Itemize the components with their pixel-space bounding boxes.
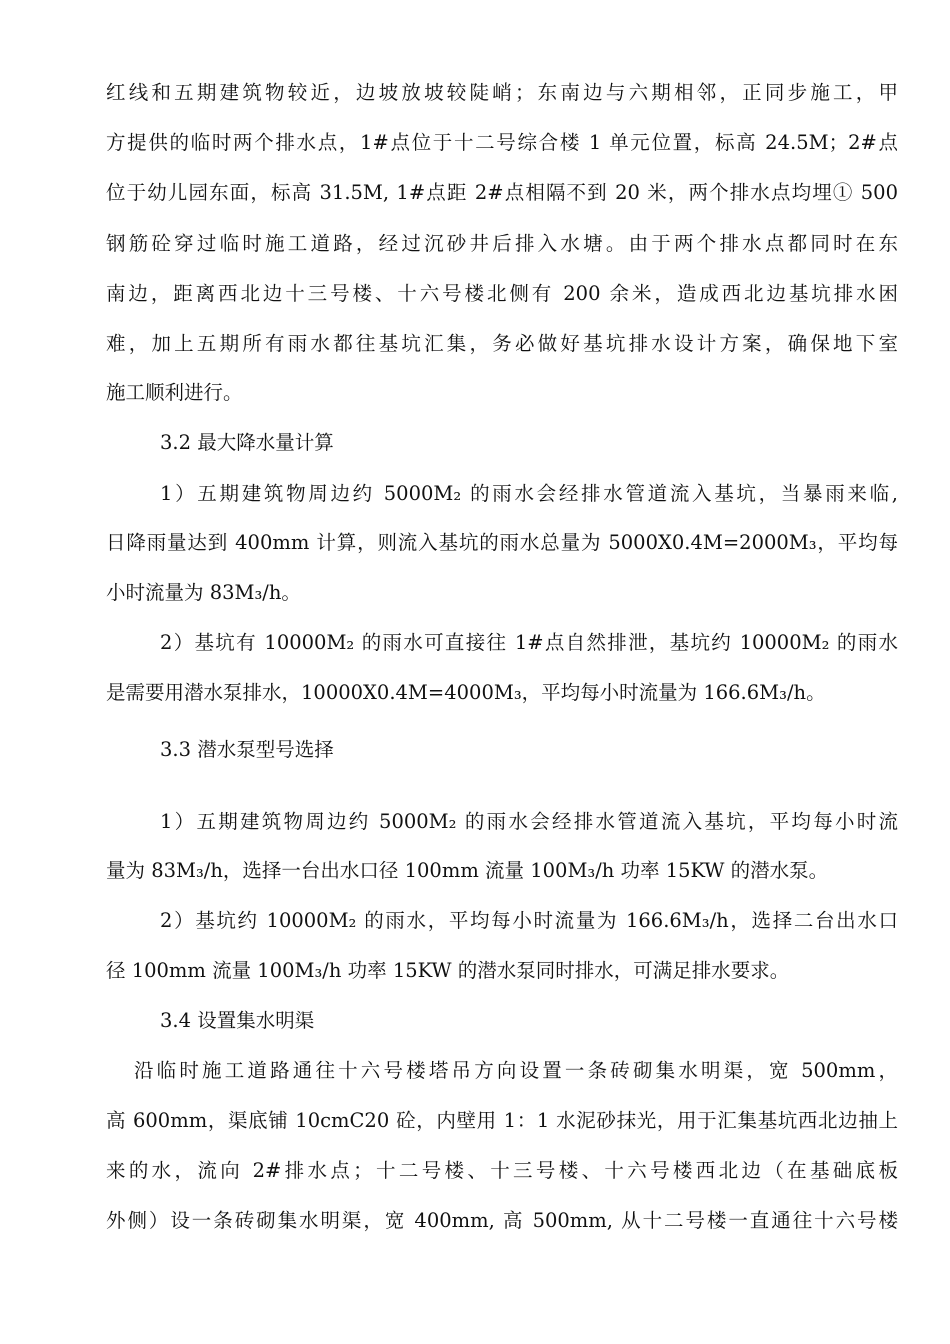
- list-item-line: 1）五期建筑物周边约 5000M₂ 的雨水会经排水管道流入基坑，当暴雨来临,: [160, 482, 898, 505]
- section-heading-3-4: 3.4 设置集水明渠: [160, 1009, 315, 1032]
- list-item-line: 2）基坑有 10000M₂ 的雨水可直接往 1#点自然排泄，基坑约 10000M₂ 的雨水: [160, 631, 898, 654]
- paragraph-line: 方提供的临时两个排水点，1#点位于十二号综合楼 1 单元位置，标高 24.5M；2#点: [106, 131, 898, 154]
- section-heading-3-2: 3.2 最大降水量计算: [160, 431, 334, 454]
- paragraph-line: 沿临时施工道路通往十六号楼塔吊方向设置一条砖砌集水明渠，宽 500mm，: [134, 1059, 898, 1082]
- paragraph-line: 钢筋砼穿过临时施工道路，经过沉砂井后排入水塘。由于两个排水点都同时在东: [106, 232, 898, 255]
- list-item-line: 日降雨量达到 400mm 计算，则流入基坑的雨水总量为 5000X0.4M=2000M₃，平均每: [106, 531, 898, 554]
- paragraph-line: 高 600mm，渠底铺 10cmC20 砼，内壁用 1：1 水泥砂抹光，用于汇集基坑西北边抽上: [106, 1109, 898, 1132]
- paragraph-line: 难，加上五期所有雨水都往基坑汇集，务必做好基坑排水设计方案，确保地下室: [106, 332, 898, 355]
- list-item-line: 1）五期建筑物周边约 5000M₂ 的雨水会经排水管道流入基坑，平均每小时流: [160, 810, 898, 833]
- list-item-line: 2）基坑约 10000M₂ 的雨水，平均每小时流量为 166.6M₃/h，选择二台出水口: [160, 909, 898, 932]
- paragraph-line: 来的水，流向 2#排水点；十二号楼、十三号楼、十六号楼西北边（在基础底板: [106, 1159, 898, 1182]
- paragraph-line: 红线和五期建筑物较近，边坡放坡较陡峭；东南边与六期相邻，正同步施工，甲: [106, 81, 898, 104]
- paragraph-line: 施工顺利进行。: [106, 381, 243, 404]
- list-item-line: 量为 83M₃/h，选择一台出水口径 100mm 流量 100M₃/h 功率 15KW 的潜水泵。: [106, 859, 829, 882]
- paragraph-line: 外侧）设一条砖砌集水明渠，宽 400mm, 高 500mm, 从十二号楼一直通往十六号楼: [106, 1209, 898, 1232]
- section-heading-3-3: 3.3 潜水泵型号选择: [160, 738, 334, 761]
- paragraph-line: 位于幼儿园东面，标高 31.5M, 1#点距 2#点相隔不到 20 米，两个排水点均埋① 500: [106, 181, 898, 204]
- list-item-line: 是需要用潜水泵排水，10000X0.4M=4000M₃，平均每小时流量为 166.6M₃/h。: [106, 681, 826, 704]
- paragraph-line: 南边，距离西北边十三号楼、十六号楼北侧有 200 余米，造成西北边基坑排水困: [106, 282, 898, 305]
- list-item-line: 径 100mm 流量 100M₃/h 功率 15KW 的潜水泵同时排水，可满足排水要求。: [106, 959, 790, 982]
- list-item-line: 小时流量为 83M₃/h。: [106, 581, 301, 604]
